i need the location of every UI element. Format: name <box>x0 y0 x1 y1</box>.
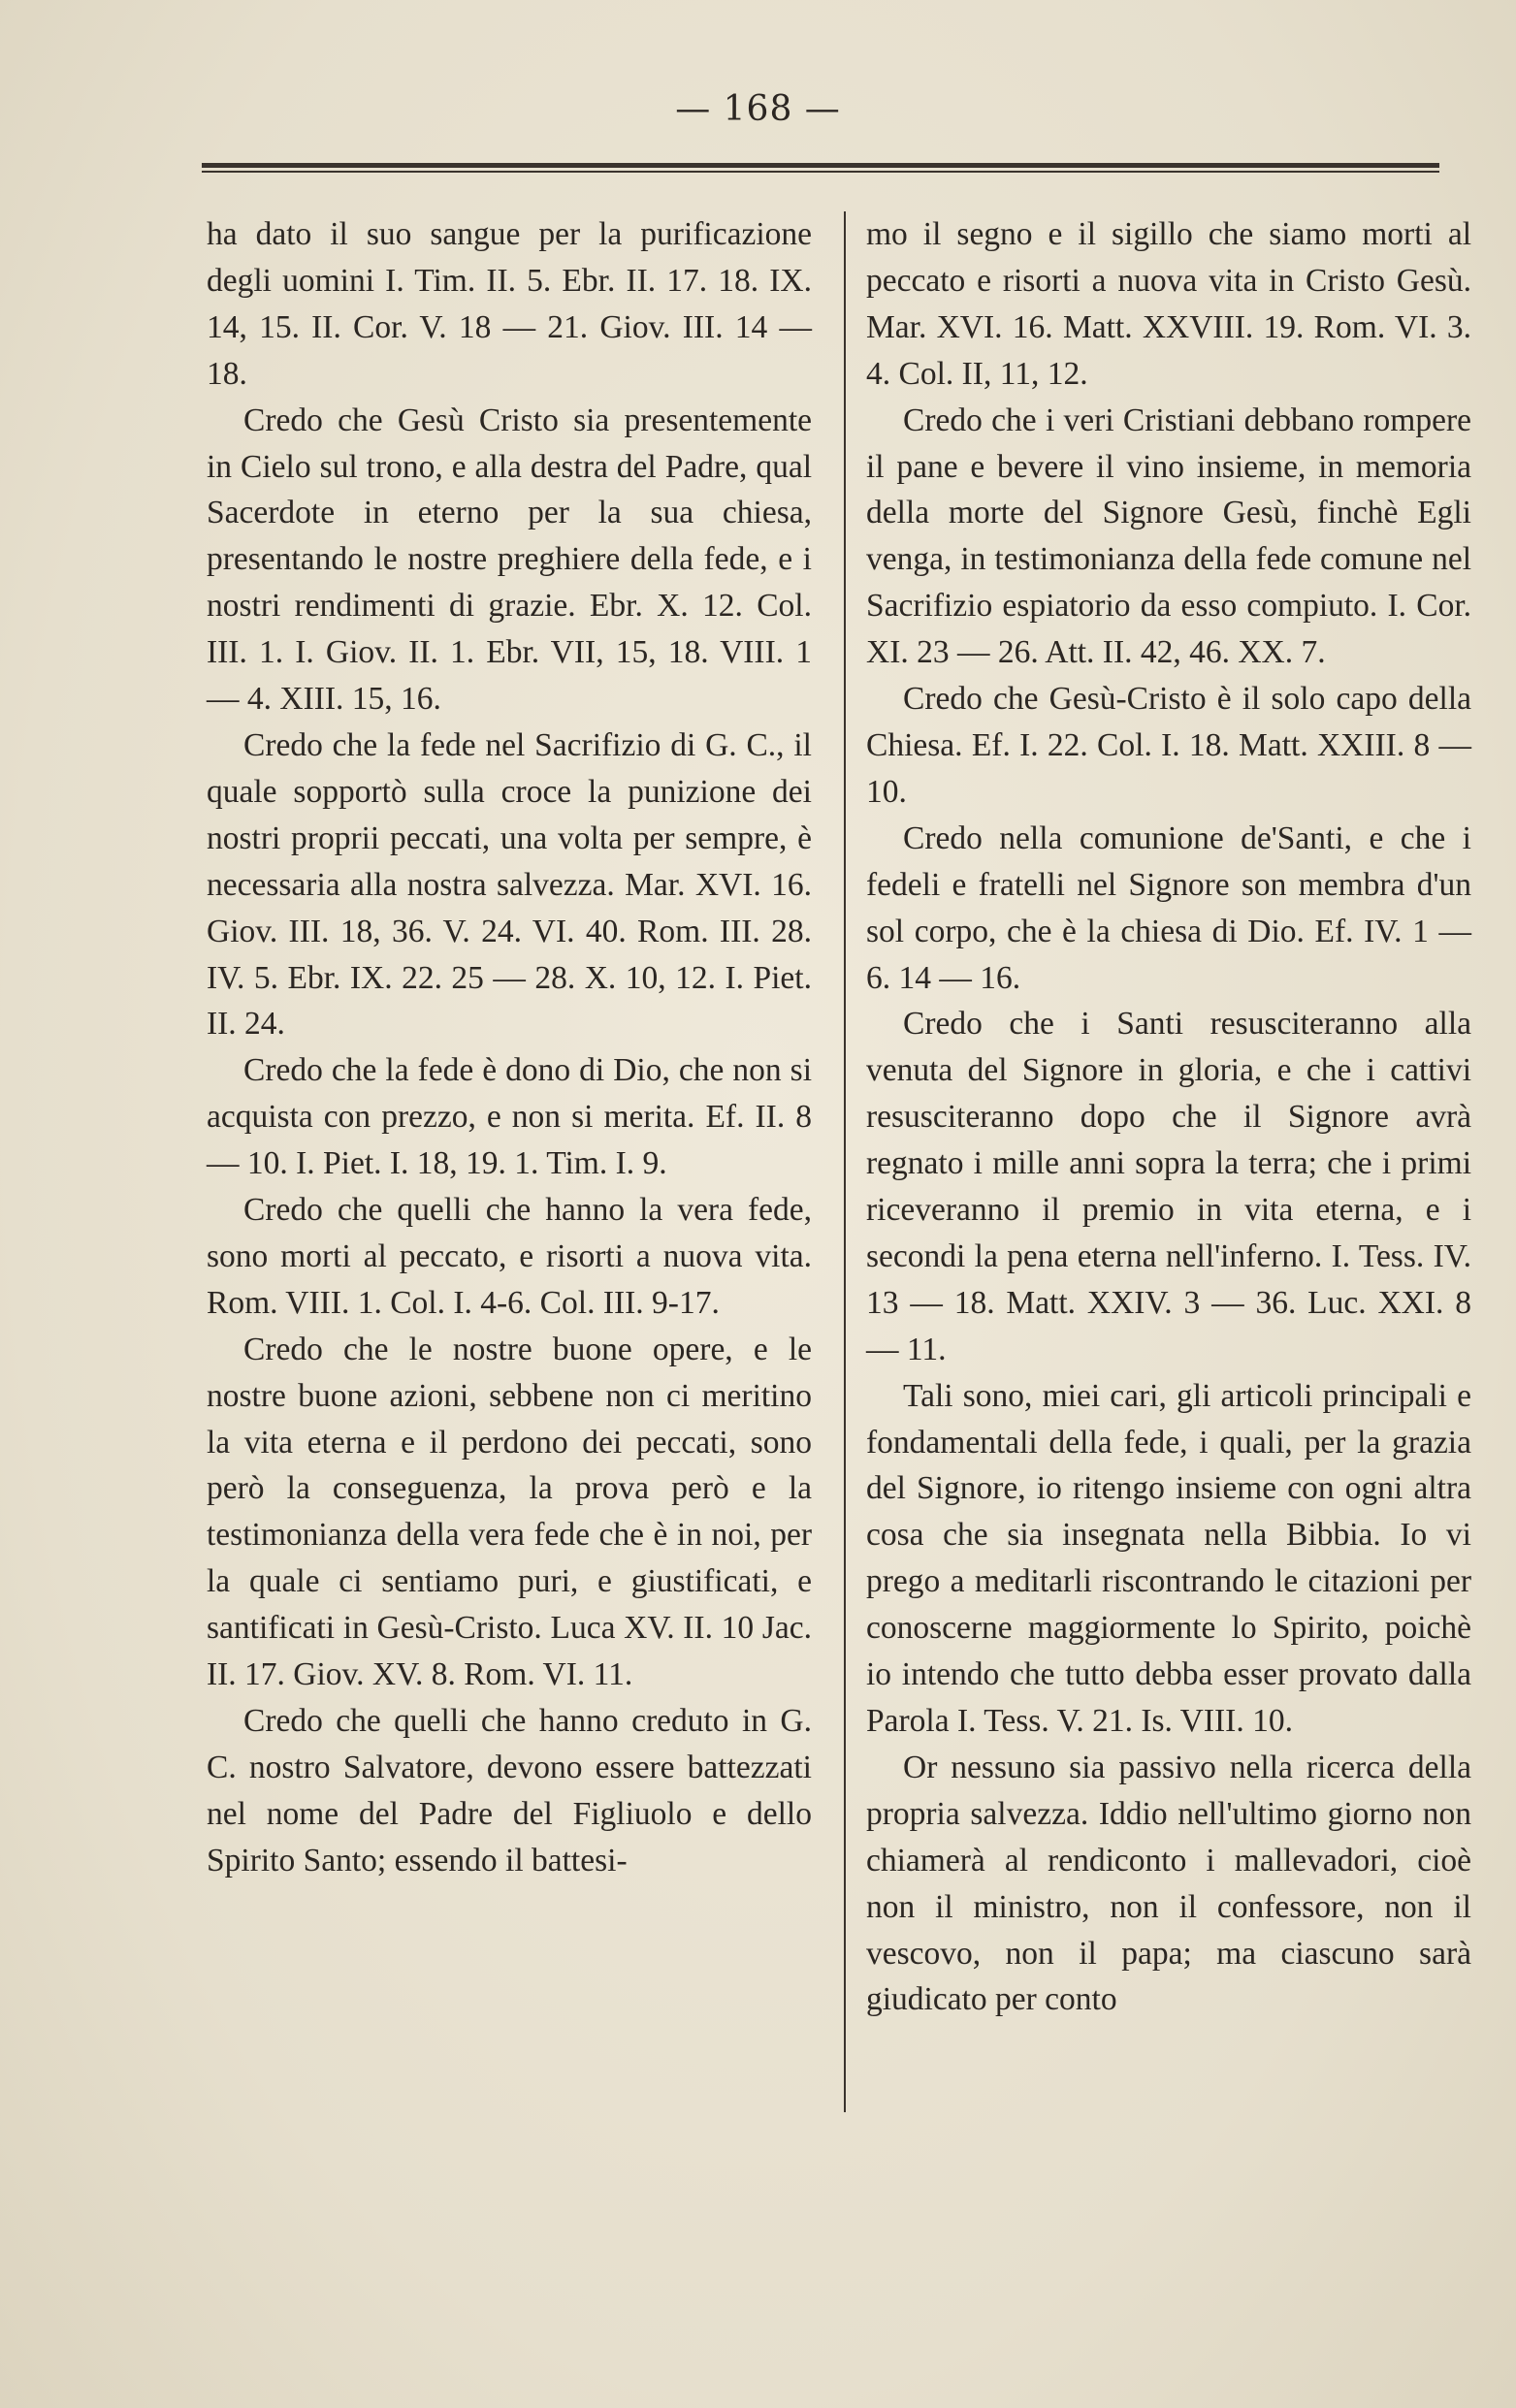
paragraph: Credo nella comunione de'Santi, e che i fedeli e fratelli nel Signore son membra d'un sol corpo, che è la chiesa di Dio. Ef. IV. 1 — 6. 14 — 16. <box>866 819 1471 996</box>
paragraph: Credo che la fede è dono di Dio, che non si acquista con prezzo, e non si merita. Ef. II. 8 — 10. I. Piet. I. 18, 19. 1. Tim. I. 9. <box>207 1052 812 1182</box>
column-divider <box>844 211 846 2112</box>
paragraph: Credo che quelli che hanno la vera fede, sono morti al peccato, e risorti a nuova vita. Rom. VIII. 1. Col. I. 4-6. Col. III. 9-17. <box>207 1192 812 1321</box>
right-column <box>866 211 1471 2023</box>
paragraph: mo il segno e il sigillo che siamo morti al peccato e risorti a nuova vita in Cristo Gesù. Mar. XVI. 16. Matt. XXVIII. 19. Rom. VI. 3. 4. Col. II, 11, 12. <box>866 216 1471 392</box>
paragraph: Credo che Gesù-Cristo è il solo capo della Chiesa. Ef. I. 22. Col. I. 18. Matt. XXIII. 8 — 10. <box>866 681 1471 810</box>
paragraph: ha dato il suo sangue per la purificazione degli uomini I. Tim. II. 5. Ebr. II. 17. 18. IX. 14, 15. II. Cor. V. 18 — 21. Giov. III. 14 — 18. <box>207 216 812 392</box>
paragraph: Credo che quelli che hanno creduto in G. C. nostro Salvatore, devono essere battezzati nel nome del Padre del Figliuolo e dello Spirito Santo; essendo il battesi- <box>207 1703 812 1878</box>
header-rule-thin <box>202 171 1439 173</box>
paragraph: Credo che la fede nel Sacrifizio di G. C., il quale sopportò sulla croce la punizione dei nostri proprii peccati, una volta per sempre, è necessaria alla nostra salvezza. Mar. XVI. 16. Giov. III. 18, 36. V. 24. VI. 40. Rom. III. 28. IV. 5. Ebr. IX. 22. 25 — 28. X. 10, 12. I. Piet. II. 24. <box>207 726 812 1043</box>
left-column <box>207 211 812 1884</box>
header-rule <box>202 163 1439 168</box>
paragraph: Credo che le nostre buone opere, e le nostre buone azioni, sebbene non ci meritino la vita eterna e il perdono dei peccati, sono però la conseguenza, la prova però e la testimonianza della vera fede che è in noi, per la quale ci sentiamo puri, e giustificati, e santificati in Gesù-Cristo. Luca XV. II. 10 Jac. II. 17. Giov. XV. 8. Rom. VI. 11. <box>207 1331 812 1693</box>
paragraph: Tali sono, miei cari, gli articoli principali e fondamentali della fede, i quali, per la grazia del Signore, io ritengo insieme con ogni altra cosa che sia insegnata nella Bibbia. Io vi prego a meditarli riscontrando le citazioni per conoscerne maggiormente lo Spirito, poichè io intendo che tutto debba esser provato dalla Parola I. Tess. V. 21. Is. VIII. 10. <box>866 1377 1471 1739</box>
paragraph: Credo che i Santi resusciteranno alla venuta del Signore in gloria, e che i cattivi resusciteranno dopo che il Signore avrà regnato i mille anni sopra la terra; che i primi riceveranno il premio in vita eterna, e i secondi la pena eterna nell'inferno. I. Tess. IV. 13 — 18. Matt. XXIV. 3 — 36. Luc. XXI. 8 — 11. <box>866 1006 1471 1367</box>
paragraph: Credo che i veri Cristiani debbano rompere il pane e bevere il vino insieme, in memoria della morte del Signore Gesù, finchè Egli venga, in testimonianza della fede comune nel Sacrifizio espiatorio da esso compiuto. I. Cor. XI. 23 — 26. Att. II. 42, 46. XX. 7. <box>866 401 1471 671</box>
paragraph: Or nessuno sia passivo nella ricerca della propria salvezza. Iddio nell'ultimo giorno non chiamerà al rendiconto i mallevadori, cioè non il ministro, non il confessore, non il vescovo, non il papa; ma ciascuno sarà giudicato per conto <box>866 1749 1471 2018</box>
paragraph: Credo che Gesù Cristo sia presentemente in Cielo sul trono, e alla destra del Padre, qual Sacerdote in eterno per la sua chiesa, presentando le nostre preghiere della fede, e i nostri rendimenti di grazie. Ebr. X. 12. Col. III. 1. I. Giov. II. 1. Ebr. VII, 15, 18. VIII. 1 — 4. XIII. 15, 16. <box>207 401 812 718</box>
page-number: — 168 — <box>675 89 841 129</box>
